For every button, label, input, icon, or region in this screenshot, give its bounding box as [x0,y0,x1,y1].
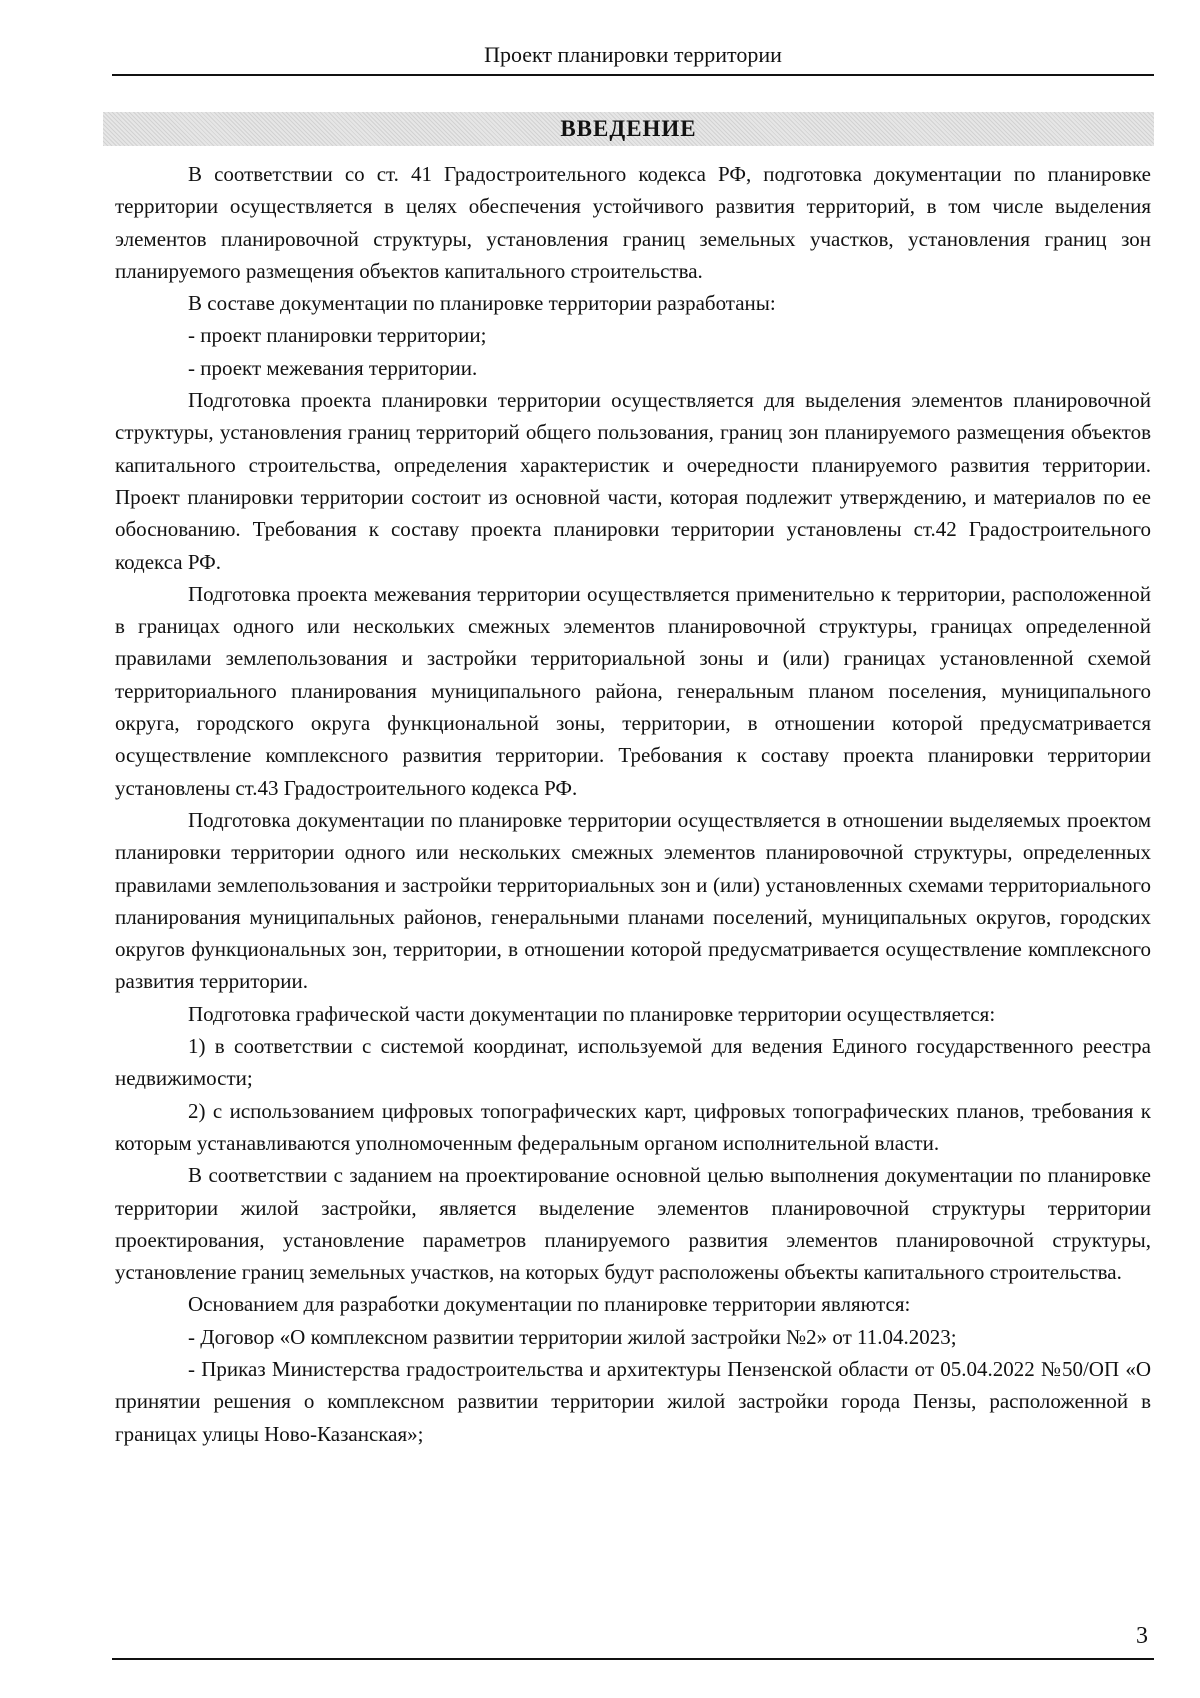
section-heading-band [103,112,1154,146]
header-title: Проект планировки территории [484,42,782,67]
paragraph: Подготовка проекта планировки территории осуществляется для выделения элементов планировочной структуры, установления границ территорий общего пользования, границ зон планируемого размещения объектов капитального строительства, определения характеристик и очередности планируемого развития территории. Проект планировки территории состоит из основной части, которая подлежит утверждению, и материалов по ее обоснованию. Требования к составу проекта планировки территории установлены ст.42 Градостроительного кодекса РФ. [115,388,1151,574]
paragraph: Основанием для разработки документации по планировке территории являются: [188,1292,911,1317]
paragraph: В соответствии с заданием на проектирование основной целью выполнения документации по планировке территории жилой застройки, является выделение элементов планировочной структуры территории проектирования, установление параметров планируемого развития элементов планировочной структуры, установление границ земельных участков, на которых будут расположены объекты капитального строительства. [115,1163,1151,1285]
paragraph: Подготовка документации по планировке территории осуществляется в отношении выделяемых проектом планировки территории одного или нескольких смежных элементов планировочной структуры, определенных правилами землепользования и застройки территориальных зон и (или) установленных схемами территориального планирования муниципальных районов, генеральными планами поселений, муниципальных округов, городских округов функциональных зон, территории, в отношении которой предусматривается осуществление комплексного развития территории. [115,807,1151,994]
list-item: 1) в соответствии с системой координат, используемой для ведения Единого государственного реестра недвижимости; [115,1034,1151,1091]
document-body [115,158,1151,1450]
paragraph: Подготовка проекта межевания территории осуществляется применительно к территории, расположенной в границах одного или нескольких смежных элементов планировочной структуры, границах определенной правилами землепользования и застройки территориальной зоны и (или) границах установленной схемой территориального планирования муниципального района, генеральным планом поселения, муниципального округа, городского округа функциональной зоны, территории, в отношении которой предусматривается осуществление комплексного развития территории. Требования к составу проекта планировки территории установлены ст.43 Градостроительного кодекса РФ. [115,581,1151,800]
page-header [112,40,1154,76]
paragraph: Подготовка графической части документации по планировке территории осуществляется: [188,1001,996,1026]
list-item: - Договор «О комплексном развитии территории жилой застройки №2» от 11.04.2023; [188,1324,957,1349]
page-footer [112,1618,1154,1660]
page-number: 3 [1136,1623,1148,1649]
paragraph: В соответствии со ст. 41 Градостроительного кодекса РФ, подготовка документации по планировке территории осуществляется в целях обеспечения устойчивого развития территорий, в том числе выделения элементов планировочной структуры, установления границ земельных участков, установления границ зон планируемого размещения объектов капитального строительства. [115,162,1151,283]
section-title: ВВЕДЕНИЕ [560,116,697,141]
list-item: - Приказ Министерства градостроительства и архитектуры Пензенской области от 05.04.2022 №50/ОП «О принятии решения о комплексном развитии территории жилой застройки города Пензы, расположенной в границах улицы Ново-Казанская»; [115,1356,1151,1446]
list-item: - проект межевания территории. [188,355,478,380]
list-item: - проект планировки территории; [188,323,487,348]
list-item: 2) с использованием цифровых топографических карт, цифровых топографических планов, требования к которым устанавливаются уполномоченным федеральным органом исполнительной власти. [115,1098,1151,1155]
paragraph: В составе документации по планировке территории разработаны: [188,291,776,316]
